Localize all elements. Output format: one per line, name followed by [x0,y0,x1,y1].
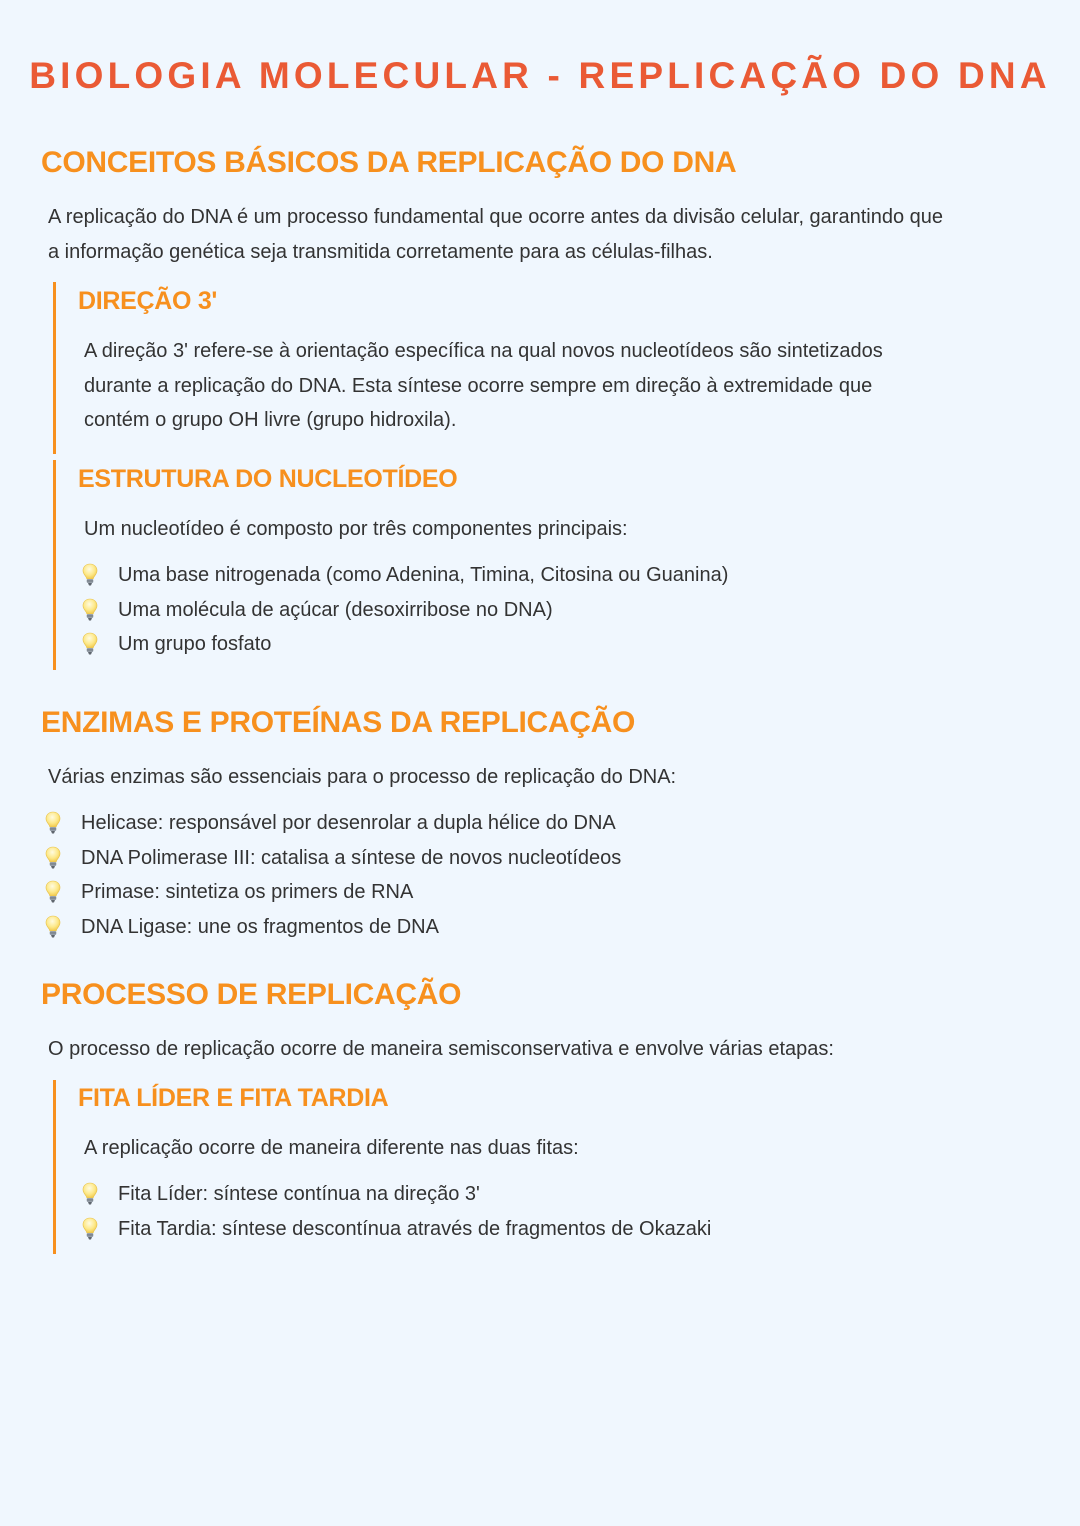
list-item [82,627,728,662]
subsection-text [84,512,628,547]
list-item [82,558,728,593]
text-line: durante a replicação do DNA. Esta síntese ocorre sempre em direção à extremidade que [84,374,873,397]
list-item-text: DNA Ligase: une os fragmentos de DNA [81,915,439,938]
subsection-title: ESTRUTURA DO NUCLEOTÍDEO [78,465,458,493]
text-line: contém o grupo OH livre (grupo hidroxila). [84,409,457,431]
lightbulb-icon [82,1182,98,1206]
page-title: BIOLOGIA MOLECULAR - REPLICAÇÃO DO DNA [29,55,1051,96]
list-item [45,910,621,945]
lightbulb-icon [45,880,61,904]
list-item-text: Fita Tardia: síntese descontínua através de fragmentos de Okazaki [118,1217,712,1240]
text-line: A direção 3' refere-se à orientação específica na qual novos nucleotídeos são sintetizados [84,340,883,362]
section-title-enzimas: ENZIMAS E PROTEÍNAS DA REPLICAÇÃO [41,706,636,739]
section-title-processo: PROCESSO DE REPLICAÇÃO [41,978,462,1011]
list-item-text: Fita Líder: síntese contínua na direção 3' [118,1183,480,1205]
text-line: A replicação ocorre de maneira diferente nas duas fitas: [84,1137,579,1159]
subsection-text [84,1131,579,1166]
list-item [45,806,621,841]
list-item [45,875,621,910]
subsection-fita-lider-tardia [53,1080,1036,1254]
list-item-text: Helicase: responsável por desenrolar a dupla hélice do DNA [81,812,616,834]
lightbulb-icon [82,563,98,587]
list-item [82,593,728,628]
lightbulb-icon [82,632,98,656]
subsection-direcao-3 [53,282,1036,454]
text-line: O processo de replicação ocorre de maneira semisconservativa e envolve várias etapas: [48,1038,834,1060]
section-title-conceitos: CONCEITOS BÁSICOS DA REPLICAÇÃO DO DNA [41,146,737,179]
lightbulb-icon [82,1217,98,1241]
lightbulb-icon [45,811,61,835]
lightbulb-icon [82,598,98,622]
subsection-title: FITA LÍDER E FITA TARDIA [78,1084,389,1112]
list-item [45,841,621,876]
list-item [82,1212,711,1247]
enzyme-list [45,806,621,944]
bullet-list [82,558,728,662]
text-line: a informação genética seja transmitida corretamente para as células-filhas. [48,240,713,263]
section-intro-conceitos [48,200,943,269]
text-line: Várias enzimas são essenciais para o processo de replicação do DNA: [48,766,677,788]
text-line: Um nucleotídeo é composto por três componentes principais: [84,518,628,540]
section-intro-processo [48,1032,834,1067]
text-line: A replicação do DNA é um processo fundamental que ocorre antes da divisão celular, garantindo que [48,206,943,228]
bullet-list [82,1177,711,1246]
list-item [82,1177,711,1212]
list-item-text: Um grupo fosfato [118,633,272,655]
list-item-text: Primase: sintetiza os primers de RNA [81,881,414,903]
list-item-text: DNA Polimerase III: catalisa a síntese de novos nucleotídeos [81,846,622,869]
subsection-title: DIREÇÃO 3' [78,287,218,315]
lightbulb-icon [45,846,61,870]
subsection-estrutura-nucleotideo [53,460,1036,670]
section-intro-enzimas [48,760,676,795]
subsection-text [84,334,883,438]
list-item-text: Uma base nitrogenada (como Adenina, Timina, Citosina ou Guanina) [118,564,729,586]
lightbulb-icon [45,915,61,939]
list-item-text: Uma molécula de açúcar (desoxirribose no DNA) [118,598,553,621]
